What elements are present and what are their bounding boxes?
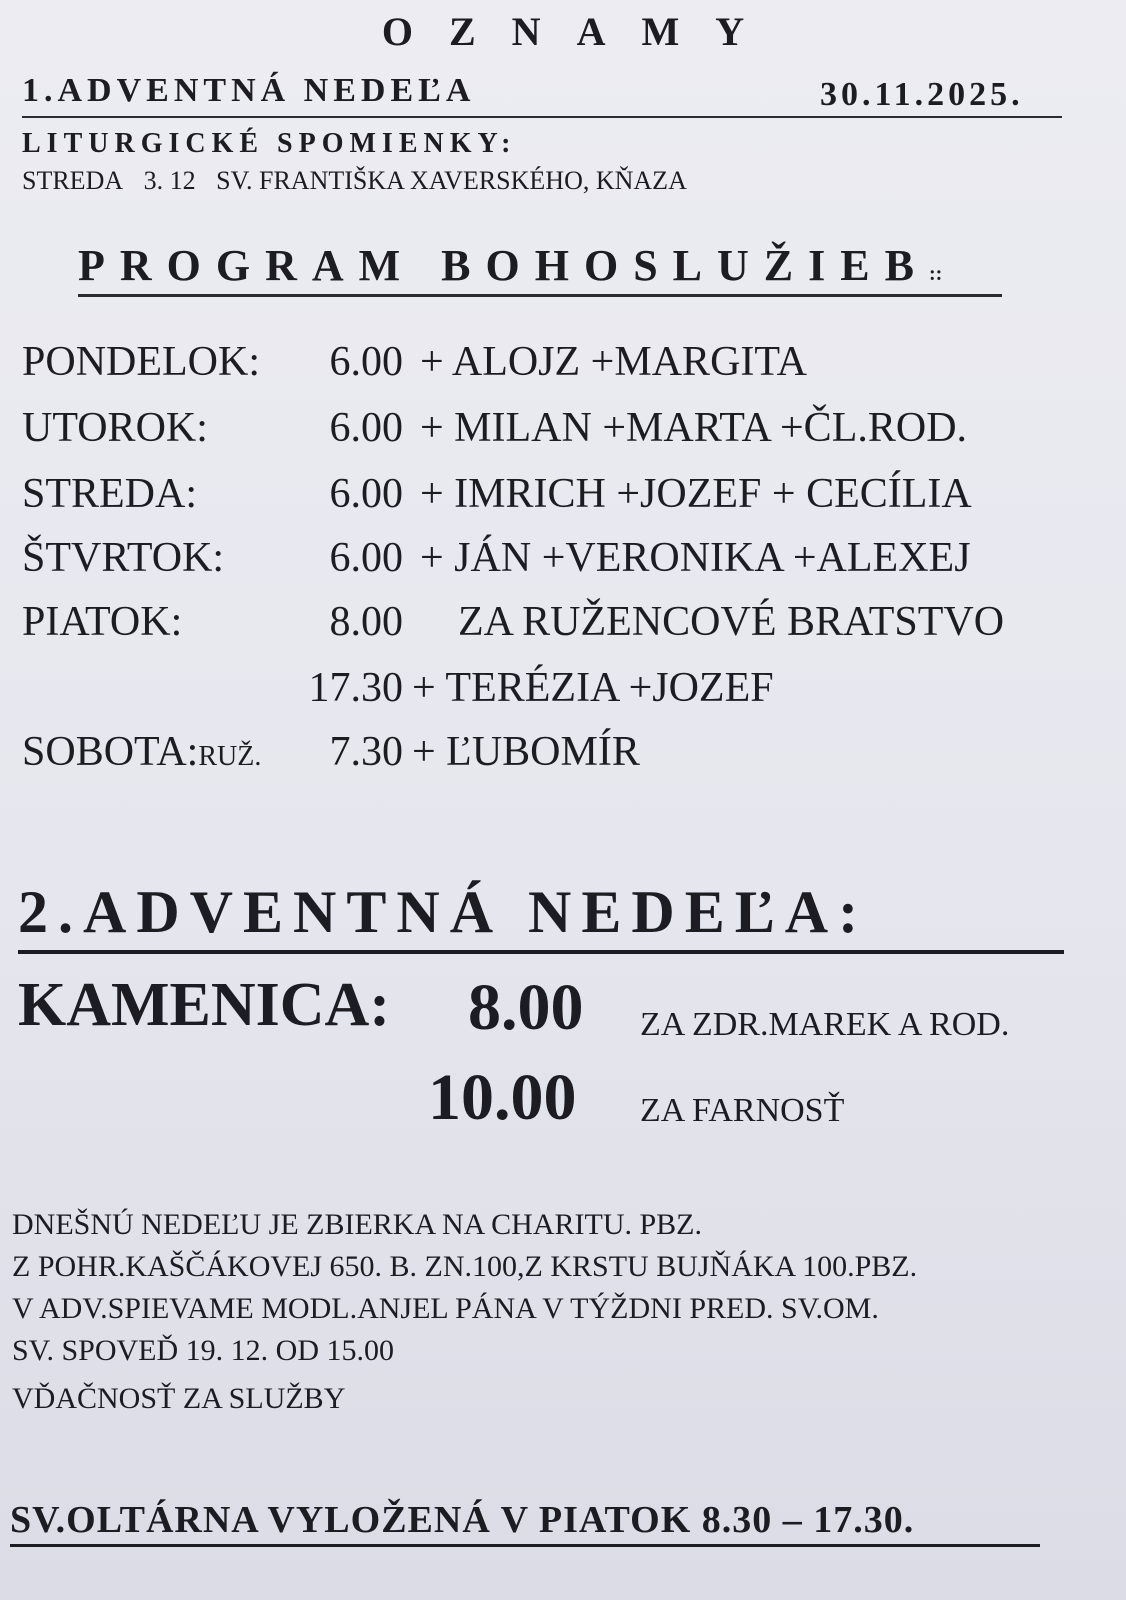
mass-intention: ZA FARNOSŤ (640, 1092, 845, 1129)
first-sunday-heading: 1.ADVENTNÁ NEDEĽA (22, 72, 476, 109)
mass-intention: ZA ZDR.MAREK A ROD. (640, 1006, 1010, 1043)
schedule-time: 6.00 (329, 339, 403, 385)
adoration-rule (10, 1544, 1040, 1547)
mass-time: 8.00 (468, 971, 584, 1044)
schedule-intention: + TERÉZIA +JOZEF (412, 665, 774, 711)
program-title-suffix: :: (928, 263, 943, 285)
schedule-intention: + JÁN +VERONIKA +ALEXEJ (420, 535, 971, 581)
place-name: KAMENICA: (18, 971, 390, 1039)
schedule-day: ŠTVRTOK: (22, 535, 225, 581)
schedule-intention: ZA RUŽENCOVÉ BRATSTVO (458, 599, 1005, 645)
liturgical-memorial (22, 166, 701, 196)
note-line: V ADV.SPIEVAME MODL.ANJEL PÁNA V TÝŽDNI PRED. SV.OM. (12, 1292, 879, 1325)
schedule-day: STREDA: (22, 471, 198, 517)
second-sunday-heading: 2.ADVENTNÁ NEDEĽA: (18, 879, 869, 945)
mass-time: 10.00 (428, 1061, 577, 1134)
schedule-day: PONDELOK: (22, 339, 260, 385)
program-title (78, 240, 942, 291)
schedule-intention: + IMRICH +JOZEF + CECÍLIA (420, 471, 972, 517)
schedule-intention: + ĽUBOMÍR (412, 729, 640, 775)
header-rule (22, 116, 1062, 118)
note-line: VĎAČNOSŤ ZA SLUŽBY (12, 1382, 346, 1415)
schedule-day: PIATOK: (22, 599, 183, 645)
schedule-time: 6.00 (329, 471, 403, 517)
second-sunday-rule (18, 950, 1064, 954)
liturgical-heading: LITURGICKÉ SPOMIENKY: (22, 128, 517, 159)
note-line: DNEŠNÚ NEDEĽU JE ZBIERKA NA CHARITU. PBZ. (12, 1208, 702, 1241)
announcement-date: 30.11.2025. (820, 76, 1024, 113)
schedule-time: 7.30 (329, 729, 403, 775)
schedule-time: 17.30 (308, 665, 403, 711)
schedule-day-extra: RUŽ. (198, 741, 262, 772)
memorial-name: SV. FRANTIŠKA XAVERSKÉHO, KŇAZA (216, 166, 687, 195)
schedule-day: UTOROK: (22, 405, 208, 451)
schedule-time: 6.00 (329, 405, 403, 451)
schedule-day (22, 728, 261, 776)
schedule-time: 8.00 (329, 599, 403, 645)
memorial-day: STREDA (22, 166, 124, 195)
adoration-notice: SV.OLTÁRNA VYLOŽENÁ V PIATOK 8.30 – 17.30. (10, 1499, 915, 1541)
note-line: Z POHR.KAŠČÁKOVEJ 650. B. ZN.100,Z KRSTU BUJŇÁKA 100.PBZ. (12, 1250, 918, 1283)
schedule-day-label: SOBOTA: (22, 729, 199, 775)
memorial-date: 3. 12 (143, 166, 196, 195)
page-title: OZNAMY (381, 9, 781, 54)
program-rule (78, 294, 1002, 297)
program-title-text: PROGRAM BOHOSLUŽIEB (78, 241, 929, 290)
schedule-intention: + MILAN +MARTA +ČL.ROD. (420, 405, 968, 451)
schedule-time: 6.00 (329, 535, 403, 581)
schedule-intention: + ALOJZ +MARGITA (420, 339, 808, 385)
note-line: SV. SPOVEĎ 19. 12. OD 15.00 (12, 1334, 395, 1367)
